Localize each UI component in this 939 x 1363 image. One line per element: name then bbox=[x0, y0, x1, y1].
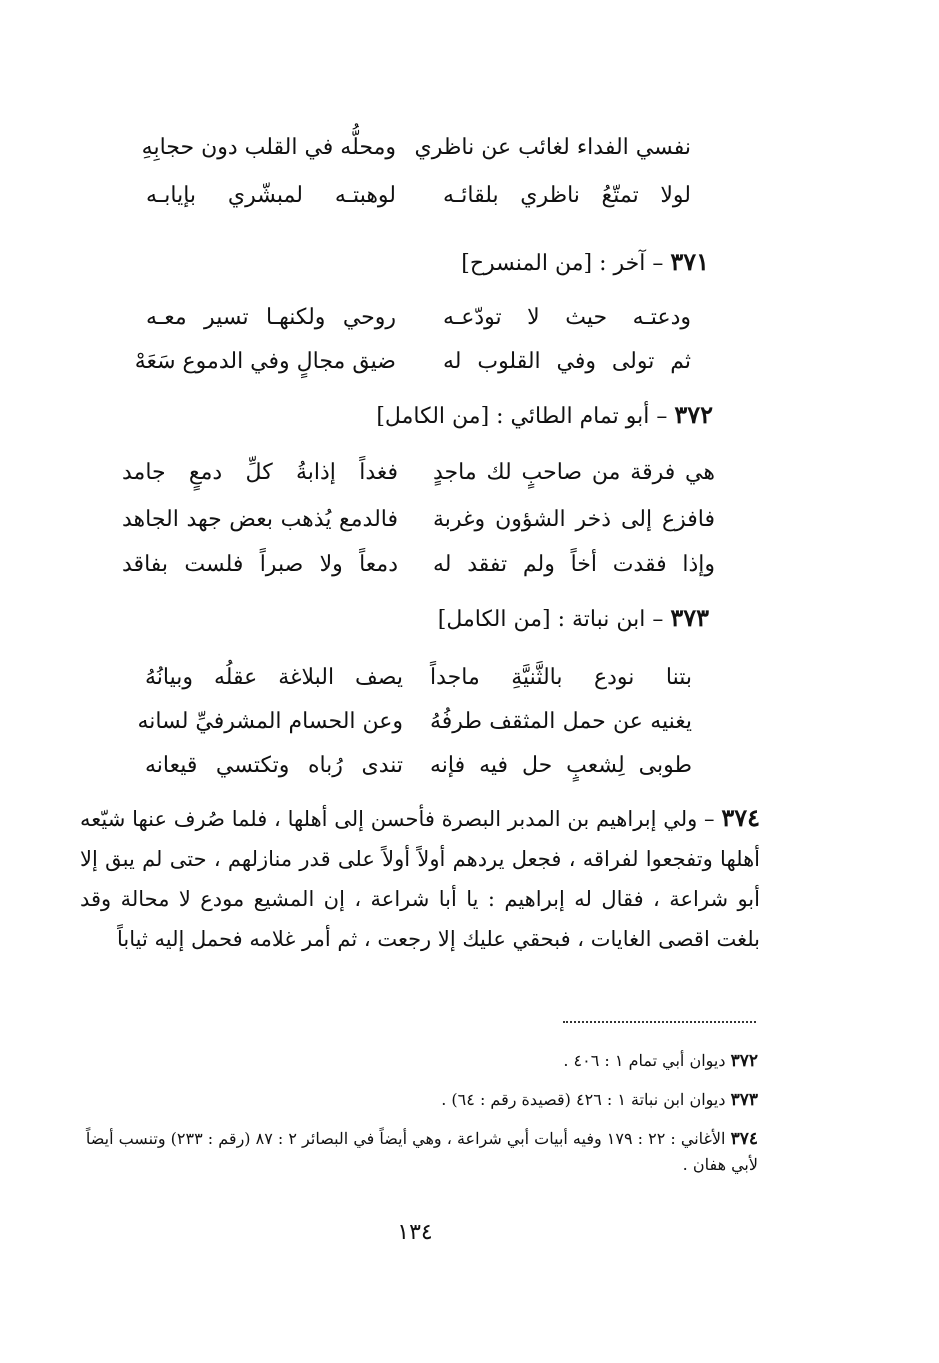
verse-second-hemistich: ضيق مجالٍ وفي الدموع سَعَهْ bbox=[134, 349, 396, 374]
verse-second-hemistich: فغداً إذابةُ كلِّ دمعٍ جامد bbox=[122, 460, 398, 485]
verse-first-hemistich: لولا تمتّعُ ناظري بلقائـه bbox=[443, 183, 691, 208]
verse-line bbox=[0, 545, 939, 585]
verse-first-hemistich: نفسي الفداء لغائب عن ناظري bbox=[414, 135, 691, 160]
verse-second-hemistich: فالدمع يُذهب بعض جهد الجاهد bbox=[122, 507, 398, 532]
verse-second-hemistich: دمعاً ولا صبراً فلست بفاقد bbox=[122, 552, 398, 577]
verse-second-hemistich: تندى رُباه وتكتسي قيعانه bbox=[145, 753, 403, 778]
footnote-number: ٣٧٣ bbox=[730, 1090, 758, 1110]
verse-first-hemistich: فافزع إلى ذخر الشؤون وغربة bbox=[433, 507, 715, 532]
prose-paragraph bbox=[80, 798, 760, 959]
footnote-number: ٣٧٤ bbox=[730, 1129, 758, 1149]
verse-line bbox=[0, 746, 939, 786]
entry-number: ٣٧٤ bbox=[721, 803, 760, 832]
footnote bbox=[80, 1087, 758, 1113]
verse-line bbox=[0, 176, 939, 216]
verse-first-hemistich: بتنا نودع بالثَّنيَّةِ ماجداً bbox=[430, 665, 692, 690]
verse-first-hemistich: ودعتـه حيث لا تودّعـه bbox=[443, 305, 691, 330]
page-number: ١٣٤ bbox=[397, 1220, 433, 1245]
verse-second-hemistich: ومحلُّه في القلب دون حجابِهِ bbox=[141, 135, 396, 160]
verse-first-hemistich: وإذا فقدت أخاً ولم تفقد له bbox=[433, 552, 715, 577]
prose-text: – ولي إبراهيم بن المدبر البصرة فأحسن إلى أهلها ، فلما صُرف عنها شيّعه أهلها وتفجعوا لفراقه ، فجعل يردهم أولاً أولاً على قدر منازلهم ، حتى لم يبق إلا أبو شراعة ، فقال له إبراهيم : يا أبا شراعة ، إن المشيع مودع لا محالة وقد بلغت اقصى الغايات ، فبحقي عليك إلا رجعت ، ثم أمر غلامه فحمل إليه ثياباً bbox=[80, 807, 760, 951]
footnote-divider bbox=[563, 1021, 756, 1023]
entry-heading bbox=[461, 242, 709, 282]
verse-line bbox=[0, 128, 939, 168]
footnote-text: ديوان أبي تمام ١ : ٤٠٦ . bbox=[563, 1051, 726, 1070]
footnote-text: ديوان ابن نباتة ١ : ٤٢٦ (قصيدة رقم : ٦٤) . bbox=[441, 1090, 726, 1109]
entry-heading bbox=[376, 395, 713, 435]
verse-line bbox=[0, 342, 939, 382]
footnote-text: الأغاني : ٢٢ : ١٧٩ وفيه أبيات أبي شراعة ، وهي أيضاً في البصائر ٢ : ٨٧ (رقم : ٢٣٣) وتنسب أيضاً لأبي هفان . bbox=[85, 1129, 758, 1174]
footnote-number: ٣٧٢ bbox=[730, 1051, 758, 1071]
verse-line bbox=[0, 500, 939, 540]
entry-heading-text: – ابن نباتة : [من الكامل] bbox=[437, 607, 664, 632]
entry-heading-text: – أبو تمام الطائي : [من الكامل] bbox=[376, 404, 668, 429]
verse-first-hemistich: يغنيه عن حمل المثقف طرفُهُ bbox=[430, 709, 692, 734]
verse-second-hemistich: روحي ولكنهـا تسير معـه bbox=[146, 305, 396, 330]
entry-heading bbox=[438, 598, 709, 638]
verse-second-hemistich: وعن الحسام المشرفيِّ لسانه bbox=[137, 709, 403, 734]
entry-number: ٣٧٢ bbox=[674, 400, 713, 429]
entry-heading-text: – آخر : [من المنسرح] bbox=[461, 251, 664, 276]
verse-first-hemistich: طوبى لِشعبٍ حل فيه فإنه bbox=[430, 753, 692, 778]
verse-second-hemistich: يصف البلاغة عقلُه وبيانُهُ bbox=[145, 665, 403, 690]
verse-first-hemistich: ثم تولى وفي القلوب له bbox=[443, 349, 691, 374]
verse-line bbox=[0, 453, 939, 493]
footnote bbox=[80, 1048, 758, 1074]
footnote bbox=[80, 1126, 758, 1178]
verse-first-hemistich: هي فرقة من صاحبٍ لك ماجدٍ bbox=[433, 460, 715, 485]
entry-number: ٣٧١ bbox=[670, 247, 709, 276]
verse-line bbox=[0, 702, 939, 742]
verse-second-hemistich: لوهبتـه لمبشّري بإيابـه bbox=[146, 183, 396, 208]
verse-line bbox=[0, 658, 939, 698]
verse-line bbox=[0, 298, 939, 338]
entry-number: ٣٧٣ bbox=[670, 603, 709, 632]
